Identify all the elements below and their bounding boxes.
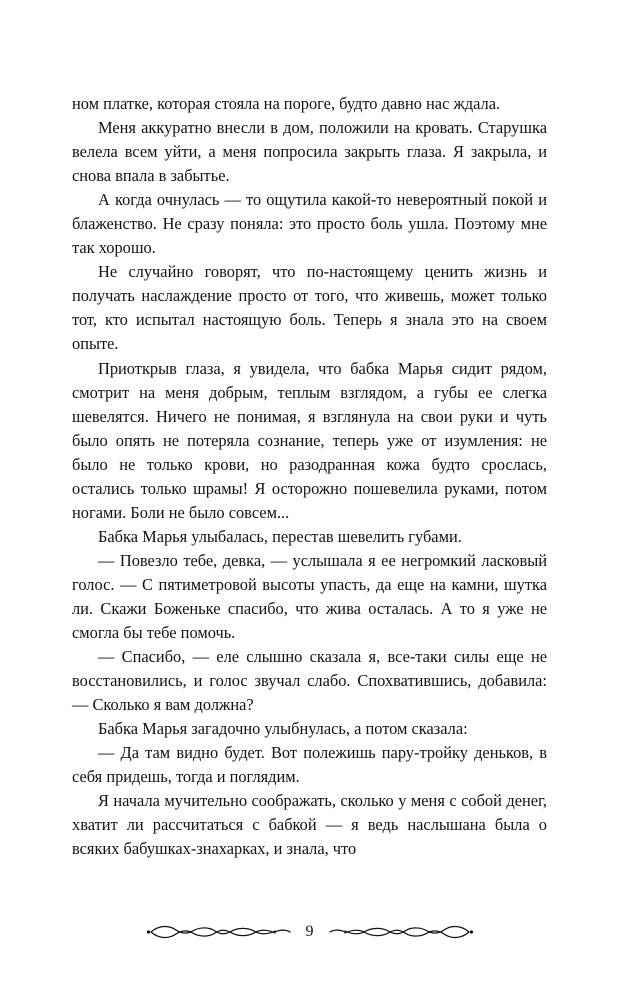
paragraph: Приоткрыв глаза, я увидела, что бабка Марья сидит рядом, смотрит на меня добрым, теплым взглядом, а губы ее слегка шевелятся. Ничего не понимая, я взглянула на свои руки и чуть было опять не потеряла сознание, теперь уже от изумления: не было не только крови, но разодранная кожа будто срослась, остались только шрамы! Я осторожно пошевелила руками, потом ногами. Боли не было совсем... — [72, 358, 547, 522]
paragraph: Бабка Марья улыбалась, перестав шевелить губами. — [98, 526, 462, 546]
page-body-text — [72, 92, 547, 862]
page-footer — [0, 915, 619, 949]
paragraph: Не случайно говорят, что по-настоящему ценить жизнь и получать наслаждение просто от того, что живешь, может только тот, кто испытал настоящую боль. Теперь я знала это на своем опыте. — [72, 262, 547, 354]
paragraph: А когда очнулась — то ощутила какой-то невероятный покой и блаженство. Не сразу поняла: это просто боль ушла. Поэтому мне так хорошо. — [72, 190, 547, 258]
flourish-ornament-left-icon — [145, 919, 295, 945]
paragraph: — Спасибо, — еле слышно сказала я, все-таки силы еще не восстановились, и голос звучал слабо. Спохватившись, добавила: — Сколько я вам должна? — [72, 647, 547, 715]
paragraph: Я начала мучительно соображать, сколько у меня с собой денег, хватит ли рассчитаться с бабкой — я ведь наслышана была о всяких бабушках-знахарках, и знала, что — [72, 791, 547, 859]
paragraph: — Повезло тебе, девка, — услышала я ее негромкий ласковый голос. — С пятиметровой высоты упасть, да еще на камни, шутка ли. Скажи Боженьке спасибо, что жива осталась. А то я уже не смогла бы тебе помочь. — [72, 550, 547, 643]
paragraph: — Да там видно будет. Вот полежишь пару-тройку деньков, в себя придешь, тогда и поглядим. — [72, 743, 547, 787]
paragraph: Меня аккуратно внесли в дом, положили на кровать. Старушка велела всем уйти, а меня попросила закрыть глаза. Я закрыла, и снова впала в забытье. — [72, 118, 547, 186]
paragraph: ном платке, которая стояла на пороге, будто давно нас ждала. — [72, 94, 501, 113]
page-number: 9 — [305, 923, 314, 940]
paragraph: Бабка Марья загадочно улыбнулась, а потом сказала: — [98, 719, 468, 739]
flourish-ornament-right-icon — [325, 919, 475, 945]
